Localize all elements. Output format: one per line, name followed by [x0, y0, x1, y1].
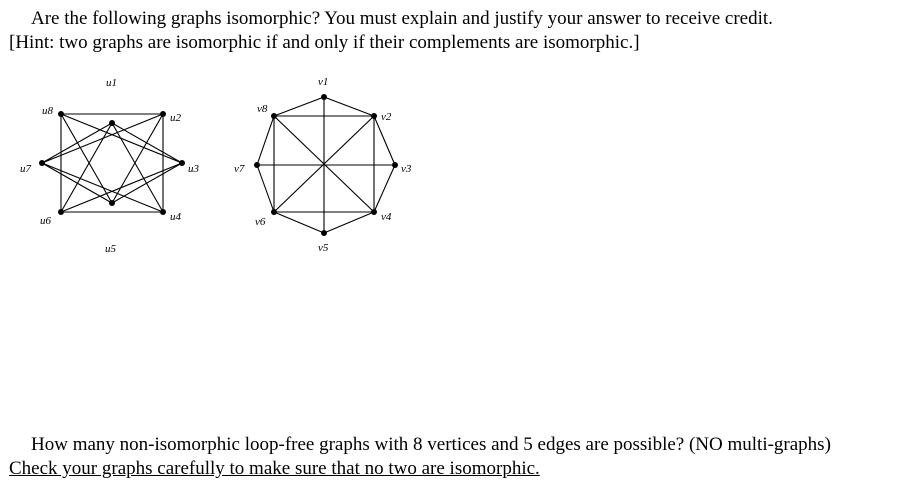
- label-v3: v3: [401, 163, 412, 175]
- label-u2: u2: [170, 112, 181, 124]
- question-2-line-2: Check your graphs carefully to make sure that no two are isomorphic.: [9, 458, 540, 479]
- label-u7: u7: [20, 163, 31, 175]
- label-v6: v6: [255, 216, 266, 228]
- edge-v1-v2: [324, 97, 374, 116]
- edge-v3-v4: [374, 165, 395, 212]
- label-v8: v8: [257, 103, 268, 115]
- vertex-u5: [109, 200, 115, 206]
- edge-u3-u5: [112, 163, 182, 203]
- label-v4: v4: [381, 211, 392, 223]
- edge-v2-v3: [374, 116, 395, 165]
- edge-u3-u8: [61, 114, 182, 163]
- vertex-v1: [321, 94, 327, 100]
- vertex-v4: [371, 209, 377, 215]
- vertex-u6: [58, 209, 64, 215]
- edge-v8-v1: [274, 97, 324, 116]
- label-u3: u3: [188, 163, 199, 175]
- vertex-v2: [371, 113, 377, 119]
- label-v5: v5: [318, 242, 329, 254]
- graph-figure: [0, 70, 470, 270]
- vertex-u3: [179, 160, 185, 166]
- edge-u2-u7: [42, 114, 163, 163]
- question-1-hint: [Hint: two graphs are isomorphic if and only if their complements are isomorphic.]: [9, 32, 640, 53]
- vertex-v6: [271, 209, 277, 215]
- label-u5: u5: [105, 243, 116, 255]
- label-u1: u1: [106, 77, 117, 89]
- vertex-u1: [109, 120, 115, 126]
- vertex-v7: [254, 162, 260, 168]
- label-v2: v2: [381, 111, 392, 123]
- label-u6: u6: [40, 215, 51, 227]
- vertex-v3: [392, 162, 398, 168]
- vertex-v5: [321, 230, 327, 236]
- graph-v: [234, 76, 412, 254]
- graph-u: [20, 77, 200, 255]
- label-u4: u4: [170, 211, 181, 223]
- vertex-u2: [160, 111, 166, 117]
- question-2-line-1: How many non-isomorphic loop-free graphs with 8 vertices and 5 edges are possible? (NO multi-graphs): [31, 434, 831, 455]
- edge-v6-v7: [257, 165, 274, 212]
- vertex-u4: [160, 209, 166, 215]
- edge-v4-v5: [324, 212, 374, 233]
- vertex-u7: [39, 160, 45, 166]
- question-1-line-1: Are the following graphs isomorphic? You must explain and justify your answer to receive credit.: [31, 8, 773, 29]
- vertex-u8: [58, 111, 64, 117]
- label-v1: v1: [318, 76, 329, 88]
- edge-v7-v8: [257, 116, 274, 165]
- label-v7: v7: [234, 163, 245, 175]
- edge-u3-u6: [61, 163, 182, 212]
- edge-v5-v6: [274, 212, 324, 233]
- vertex-v8: [271, 113, 277, 119]
- label-u8: u8: [42, 105, 53, 117]
- edge-u5-u7: [42, 163, 112, 203]
